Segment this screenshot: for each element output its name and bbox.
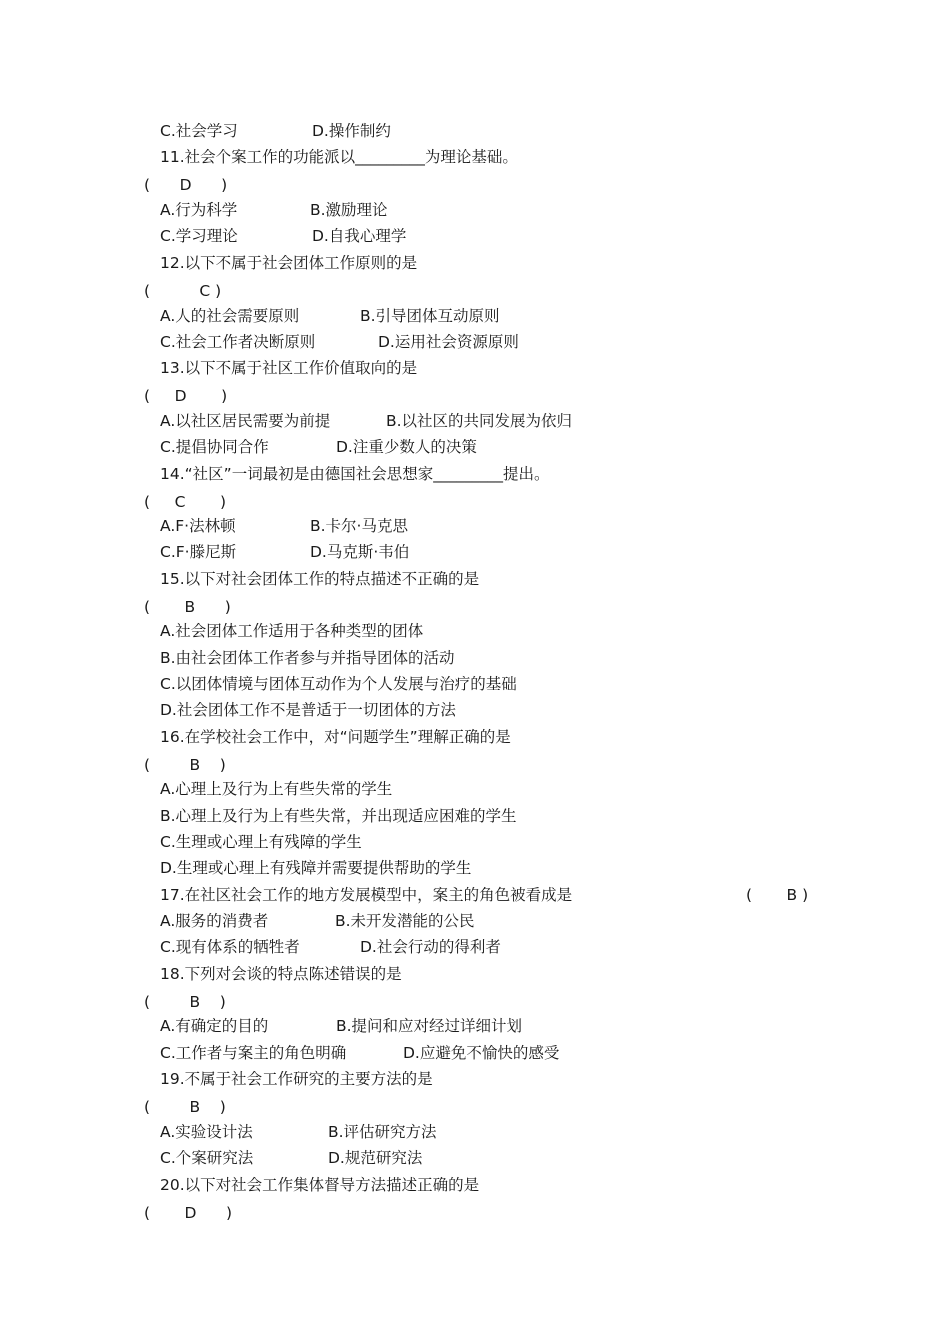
line-7-col-1: ( C ) <box>144 282 222 300</box>
line-39-col-1: A.实验设计法 <box>160 1123 253 1141</box>
line-15-col-1: ( C ) <box>144 493 227 511</box>
line-8-col-2: B.引导团体互动原则 <box>360 307 500 325</box>
line-31-col-2: B.未开发潜能的公民 <box>335 912 475 930</box>
line-40-col-2: D.规范研究法 <box>328 1149 423 1167</box>
line-36-col-2: D.应避免不愉快的感受 <box>403 1044 560 1062</box>
line-41-col-1: 20.以下对社会工作集体督导方法描述正确的是 <box>160 1176 480 1194</box>
line-31-col-1: A.服务的消费者 <box>160 912 269 930</box>
line-36-col-1: C.工作者与案主的角色明确 <box>160 1044 347 1062</box>
line-34-col-1: ( B ) <box>144 993 226 1011</box>
line-11-col-1: ( D ) <box>144 387 228 405</box>
line-28-col-1: C.生理或心理上有残障的学生 <box>160 833 362 851</box>
line-1-col-1: C.社会学习 <box>160 122 238 140</box>
line-2-col-1: 11.社会个案工作的功能派以_________为理论基础。 <box>160 148 518 166</box>
line-26-col-1: A.心理上及行为上有些失常的学生 <box>160 780 393 798</box>
line-12-col-2: B.以社区的共同发展为依归 <box>386 412 573 430</box>
line-18-col-1: 15.以下对社会团体工作的特点描述不正确的是 <box>160 570 480 588</box>
line-9-col-1: C.社会工作者决断原则 <box>160 333 316 351</box>
line-5-col-2: D.自我心理学 <box>312 227 407 245</box>
line-30-col-1: 17.在社区社会工作的地方发展模型中，案主的角色被看成是 <box>160 886 573 904</box>
line-14-col-1: 14.“社区”一词最初是由德国社会思想家_________提出。 <box>160 465 550 483</box>
line-13-col-1: C.提倡协同合作 <box>160 438 269 456</box>
line-40-col-1: C.个案研究法 <box>160 1149 254 1167</box>
line-21-col-1: B.由社会团体工作者参与并指导团体的活动 <box>160 649 455 667</box>
line-39-col-2: B.评估研究方法 <box>328 1123 437 1141</box>
line-5-col-1: C.学习理论 <box>160 227 238 245</box>
line-13-col-2: D.注重少数人的决策 <box>336 438 477 456</box>
line-12-col-1: A.以社区居民需要为前提 <box>160 412 331 430</box>
line-35-col-2: B.提问和应对经过详细计划 <box>336 1017 523 1035</box>
line-22-col-1: C.以团体情境与团体互动作为个人发展与治疗的基础 <box>160 675 517 693</box>
line-17-col-1: C.F·滕尼斯 <box>160 543 237 561</box>
line-38-col-1: ( B ) <box>144 1098 226 1116</box>
line-1-col-2: D.操作制约 <box>312 122 391 140</box>
line-19-col-1: ( B ) <box>144 598 231 616</box>
line-42-col-1: ( D ) <box>144 1204 233 1222</box>
line-27-col-1: B.心理上及行为上有些失常，并出现适应困难的学生 <box>160 807 517 825</box>
line-3-col-1: ( D ) <box>144 176 228 194</box>
line-35-col-1: A.有确定的目的 <box>160 1017 269 1035</box>
line-29-col-1: D.生理或心理上有残障并需要提供帮助的学生 <box>160 859 472 877</box>
line-32-col-1: C.现有体系的牺牲者 <box>160 938 300 956</box>
line-24-col-1: 16.在学校社会工作中，对“问题学生”理解正确的是 <box>160 728 511 746</box>
line-6-col-1: 12.以下不属于社会团体工作原则的是 <box>160 254 418 272</box>
line-8-col-1: A.人的社会需要原则 <box>160 307 300 325</box>
line-37-col-1: 19.不属于社会工作研究的主要方法的是 <box>160 1070 433 1088</box>
line-16-col-2: B.卡尔·马克思 <box>310 517 408 535</box>
line-23-col-1: D.社会团体工作不是普适于一切团体的方法 <box>160 701 456 719</box>
line-32-col-2: D.社会行动的得利者 <box>360 938 501 956</box>
line-4-col-1: A.行为科学 <box>160 201 238 219</box>
line-4-col-2: B.激励理论 <box>310 201 388 219</box>
line-16-col-1: A.F·法林顿 <box>160 517 236 535</box>
line-33-col-1: 18.下列对会谈的特点陈述错误的是 <box>160 965 402 983</box>
line-10-col-1: 13.以下不属于社区工作价值取向的是 <box>160 359 418 377</box>
line-25-col-1: ( B ) <box>144 756 226 774</box>
line-17-col-2: D.马克斯·韦伯 <box>310 543 410 561</box>
line-20-col-1: A.社会团体工作适用于各种类型的团体 <box>160 622 424 640</box>
line-9-col-2: D.运用社会资源原则 <box>378 333 519 351</box>
line-30-col-2: ( B ) <box>746 886 809 904</box>
